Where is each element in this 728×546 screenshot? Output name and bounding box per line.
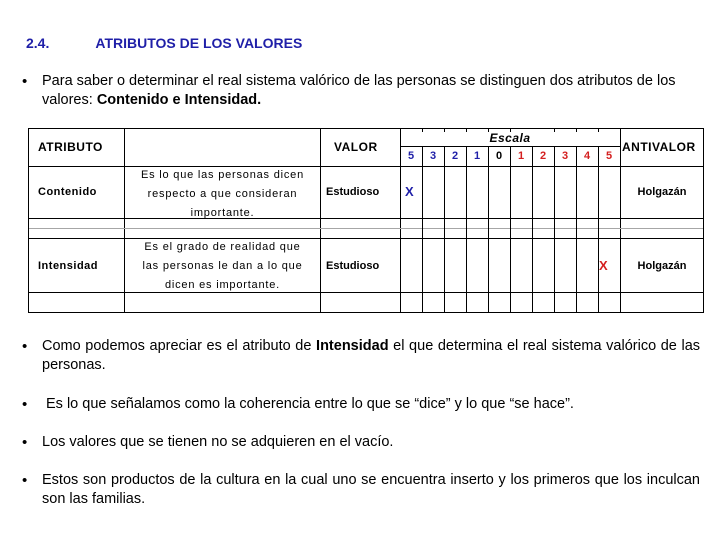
row-intensidad-scale-mark: X <box>599 258 608 273</box>
bullet-text: Es lo que señalamos como la coherencia entre lo que se “dice” y lo que “se hace”. <box>46 396 574 412</box>
bullet-text <box>42 337 700 375</box>
row-contenido-scale-mark: X <box>405 184 414 199</box>
row-contenido-antivalor: Holgazán <box>637 186 687 198</box>
bullet-text-bold: Intensidad <box>316 338 389 354</box>
section-number: 2.4. <box>26 35 50 51</box>
bullet-dot: • <box>22 73 28 90</box>
header-atributo: ATRIBUTO <box>38 140 103 154</box>
bullet-dot: • <box>22 396 28 413</box>
scale-number: 5 <box>605 150 613 162</box>
attributes-table <box>28 128 704 313</box>
scale-number: 1 <box>517 150 525 162</box>
scale-number: 0 <box>495 150 503 162</box>
row-intensidad-antivalor: Holgazán <box>637 260 687 272</box>
row-intensidad-atributo: Intensidad <box>38 260 99 272</box>
intro-paragraph <box>42 72 702 110</box>
scale-number: 4 <box>583 150 591 162</box>
scale-number: 2 <box>451 150 459 162</box>
desc-line: importante. <box>190 207 255 219</box>
scale-number: 1 <box>473 150 481 162</box>
row-contenido-atributo: Contenido <box>38 186 97 198</box>
bullet-dot: • <box>22 338 28 355</box>
scale-number: 5 <box>407 150 415 162</box>
section-heading <box>26 35 302 51</box>
scale-number: 3 <box>561 150 569 162</box>
bullet-text: Los valores que se tienen no se adquieren en el vacío. <box>42 434 394 450</box>
desc-line: dicen es importante. <box>164 279 281 291</box>
intro-bold: Contenido e Intensidad. <box>96 92 262 108</box>
row-intensidad-valor: Estudioso <box>326 260 380 272</box>
desc-line: las personas le dan a lo que <box>142 260 303 272</box>
scale-number: 3 <box>429 150 437 162</box>
row-contenido-valor: Estudioso <box>326 186 380 198</box>
bullet-text-pre: Como podemos apreciar es el atributo de <box>42 338 312 354</box>
bullet-text-post: el que determina el real sistema valórico de las personas. <box>42 338 701 373</box>
scale-number: 2 <box>539 150 547 162</box>
bullet-dot: • <box>22 472 28 489</box>
row-contenido-description <box>125 166 320 223</box>
header-valor: VALOR <box>334 140 378 154</box>
row-intensidad-description <box>125 238 320 295</box>
intro-text: Para saber o determinar el real sistema valórico de las personas se distinguen dos atributos de los valores: <box>42 73 676 108</box>
section-title: ATRIBUTOS DE LOS VALORES <box>95 35 303 51</box>
header-antivalor: ANTIVALOR <box>622 140 696 154</box>
bullet-dot: • <box>22 434 28 451</box>
desc-line: respecto a que consideran <box>147 188 298 200</box>
desc-line: Es el grado de realidad que <box>144 241 301 253</box>
bullet-text: Estos son productos de la cultura en la cual uno se encuentra inserto y los primeros que los inculcan son las familias. <box>42 472 700 507</box>
desc-line: Es lo que las personas dicen <box>140 169 305 181</box>
header-escala: Escala <box>489 130 531 145</box>
